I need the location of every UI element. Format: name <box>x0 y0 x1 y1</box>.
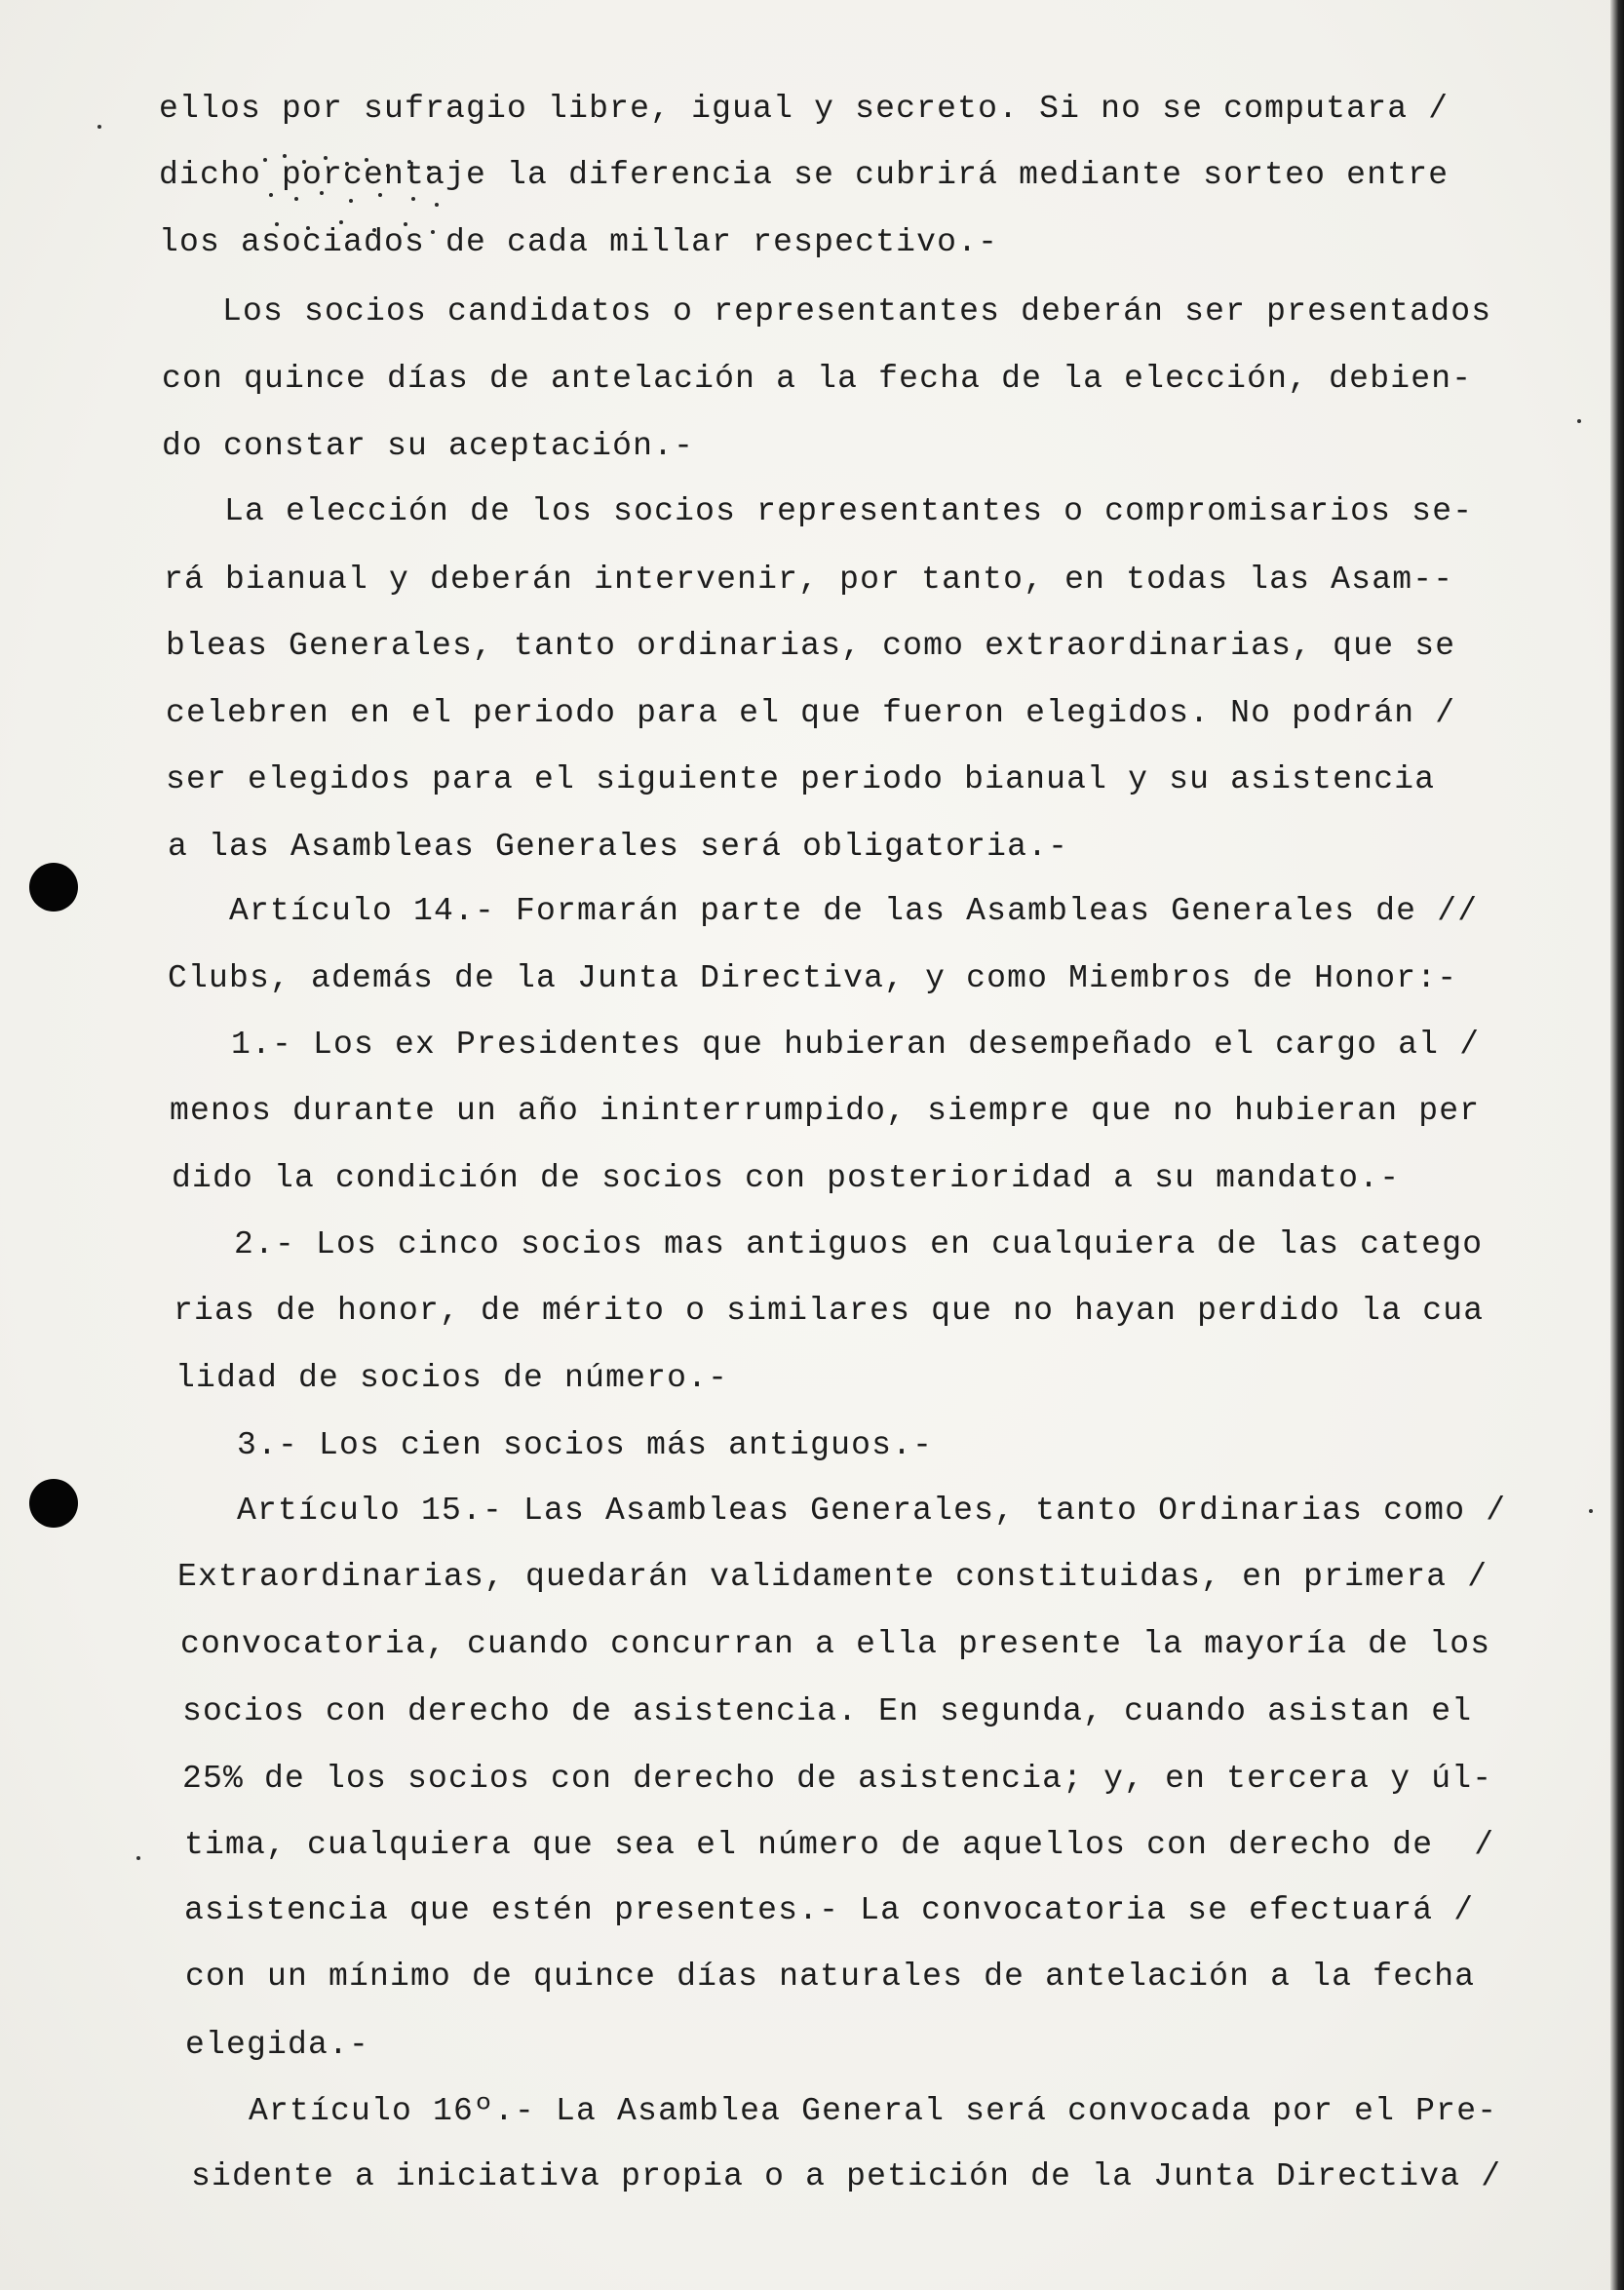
text-line: 25% de los socios con derecho de asistencia; y, en tercera y úl- <box>182 1761 1493 1797</box>
text-line: Artículo 14.- Formarán parte de las Asambleas Generales de // <box>229 893 1479 929</box>
text-line: dicho porcentaje la diferencia se cubrirá mediante sorteo entre <box>159 157 1450 193</box>
text-line: rá bianual y deberán intervenir, por tanto, en todas las Asam-- <box>164 562 1454 598</box>
text-line: Artículo 15.- Las Asambleas Generales, tanto Ordinarias como / <box>237 1493 1507 1529</box>
text-line: con quince días de antelación a la fecha de la elección, debien- <box>162 361 1473 397</box>
text-line: sidente a iniciativa propia o a petición de la Junta Directiva / <box>191 2158 1502 2194</box>
text-line: a las Asambleas Generales será obligatoria.- <box>168 829 1069 865</box>
punch-hole-lower <box>29 1479 78 1528</box>
text-line: lidad de socios de número.- <box>175 1360 729 1396</box>
text-line: do constar su aceptación.- <box>162 428 695 464</box>
text-line: socios con derecho de asistencia. En segunda, cuando asistan el <box>182 1693 1473 1729</box>
speck <box>1577 419 1581 423</box>
text-line: dido la condición de socios con posterioridad a su mandato.- <box>172 1160 1401 1196</box>
text-line: 2.- Los cinco socios mas antiguos en cualquiera de las catego <box>234 1226 1484 1262</box>
text-line: rias de honor, de mérito o similares que no hayan perdido la cua <box>174 1293 1485 1329</box>
text-line: bleas Generales, tanto ordinarias, como extraordinarias, que se <box>166 628 1456 664</box>
text-line: 3.- Los cien socios más antiguos.- <box>237 1427 934 1463</box>
text-line: Extraordinarias, quedarán validamente constituidas, en primera / <box>177 1559 1489 1595</box>
speck <box>136 1856 140 1860</box>
text-line: menos durante un año ininterrumpido, siempre que no hubieran per <box>170 1093 1481 1129</box>
text-line: con un mínimo de quince días naturales de antelación a la fecha <box>185 1959 1476 1995</box>
text-line: ser elegidos para el siguiente periodo bianual y su asistencia <box>166 761 1436 797</box>
speck <box>1589 1509 1593 1513</box>
text-line: los asociados de cada millar respectivo.- <box>159 224 999 260</box>
text-line: Clubs, además de la Junta Directiva, y como Miembros de Honor:- <box>168 960 1458 996</box>
speck <box>97 125 101 129</box>
text-line: La elección de los socios representantes o compromisarios se- <box>224 493 1474 529</box>
text-line: Artículo 16º.- La Asamblea General será convocada por el Pre- <box>249 2093 1498 2129</box>
text-line: tima, cualquiera que sea el número de aquellos con derecho de / <box>184 1827 1495 1863</box>
text-line: elegida.- <box>185 2027 370 2063</box>
text-line: asistencia que estén presentes.- La convocatoria se efectuará / <box>184 1892 1475 1928</box>
text-line: celebren en el periodo para el que fueron elegidos. No podrán / <box>166 695 1456 731</box>
punch-hole-upper <box>29 863 78 912</box>
page-edge-shadow <box>1610 0 1624 2290</box>
text-line: ellos por sufragio libre, igual y secreto. Si no se computara / <box>159 91 1450 127</box>
text-line: convocatoria, cuando concurran a ella presente la mayoría de los <box>180 1626 1491 1662</box>
text-line: Los socios candidatos o representantes deberán ser presentados <box>222 293 1492 330</box>
text-line: 1.- Los ex Presidentes que hubieran desempeñado el cargo al / <box>231 1027 1481 1063</box>
